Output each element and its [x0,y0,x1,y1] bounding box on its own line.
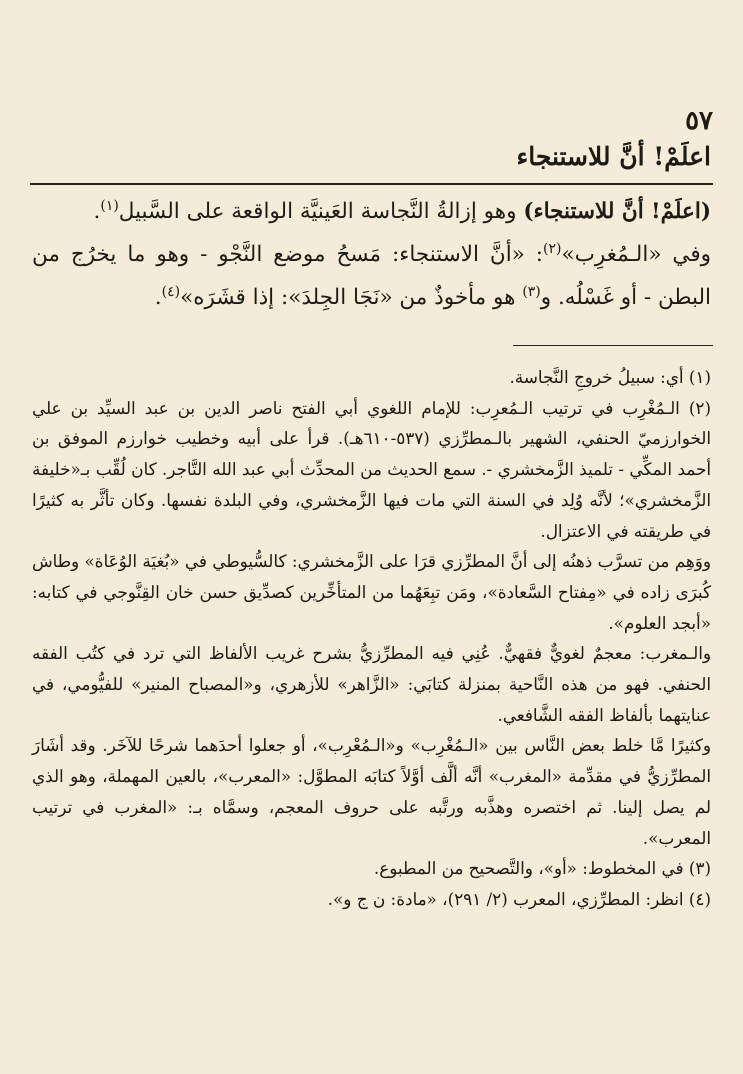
page-number: ٥٧ [685,106,713,136]
main-paragraph-2-text-a: وفي «الـمُغرِب» [561,242,712,267]
footnote-2-part-3: والـمغرب: معجمٌ لغويٌّ فقهيٌّ. عُنِي فيه المطرِّزيُّ بشرح غريب الألفاظ التي ترد في كتُب الفقه الحنفي. فهو من هذه النَّاحية بمنزلة كتابَي: «الزَّاهر» للأزهري، و«المصباح المنير» للفيُّومي، في عنايتهما بألفاظ الفقه الشَّافعي. [32,643,711,725]
main-text [32,190,711,319]
header-divider [30,183,713,185]
main-paragraph-2-text-b: : «أنَّ الاستنجاء: مَسحُ موضع النَّجْو - وهو ما يخرُج من البطن - أو غَسْلُه. و [32,242,711,310]
footnote-ref-4: (٤) [161,283,181,300]
main-paragraph-1-text: وهو إزالةُ النَّجاسة العَينيَّة الواقعة على السَّبيل [118,199,517,224]
footnote-1: (١) أي: سبيلُ خروجِ النَّجاسة. [509,367,711,387]
footnote-3: (٣) في المخطوط: «أو»، والتَّصحيح من المطبوع. [373,858,711,879]
footnotes [32,362,711,915]
footnote-ref-3: (٣) [522,283,541,300]
footnote-ref-1: (١) [100,197,119,214]
main-paragraph-2 [32,233,711,319]
running-title: اعلَمْ! أنَّ للاستنجاء [516,142,711,171]
matn-quote: (اعلَمْ! أنَّ للاستنجاء) [523,199,711,224]
footnote-4: (٤) انظر: المطرِّزي، المعرب (٢/ ٢٩١)، «مادة: ن ج و». [327,888,711,909]
main-paragraph-1-end: . [93,199,101,224]
footnote-separator [513,345,713,346]
main-paragraph-2-text-c: هو مأخوذٌ من «نَجَا الجِلدَ»: إذا قشَرَه» [180,285,523,310]
footnote-ref-2: (٢) [543,240,562,257]
footnote-2-part-1: (٢) الـمُغْرِب في ترتيب الـمُعرِب: للإمام اللغوي أبي الفتح ناصر الدين بن عبد السيِّد بن علي الخوارزميّ الحنفي، الشهير بالـمطرِّزي (٥٣٧-٦١٠هـ). قرأ على أبيه وخطيب خوارزم الموفق بن أحمد المكِّي - تلميذ الزَّمخشري -. سمع الحديث من المحدِّث أبي عبد الله التَّاجر. كان لُقِّب بـ«خليفة الزَّمخشري»؛ لأنَّه وُلِد في السنة التي مات فيها الزَّمخشري، وفي البلدة نفسها. وكان تأثَّر به كثيرًا في طريقته في الاعتزال. [32,397,711,541]
main-paragraph-1 [32,190,711,233]
footnote-2-part-2: ووَهِم من تسرَّب ذهنُه إلى أنَّ المطرِّزي قرَا على الزَّمخشري: كالسُّيوطي في «بُغيَة الوُعَاة» وطاش كُبرَى زاده في «مِفتاح السَّعادة»، ومَن تبِعَهُما من المتأخِّرين كصدِّيق حسن خان القِنَّوجي في كتابه: «أبجد العلوم». [32,551,711,633]
footnote-2-part-4: وكثيرًا مَّا خلط بعض النَّاس بين «الـمُغْرِب» و«الـمُعْرِب»، أو جعلوا أحدَهما شرحًا للآخَر. وقد أشَارَ المطرِّزيُّ في مقدِّمة «المغرب» أنَّه ألَّف أوَّلاً كتابَه المطوَّل: «المعرب»، بالعين المهملة، وهو الذي لم يصل إلينا. ثم اختصره وهذَّبه ورتَّبه على حروف المعجم، وسمَّاه بـ: «المغرب في ترتيب المعرب». [32,735,711,848]
main-paragraph-2-end: . [154,285,162,310]
